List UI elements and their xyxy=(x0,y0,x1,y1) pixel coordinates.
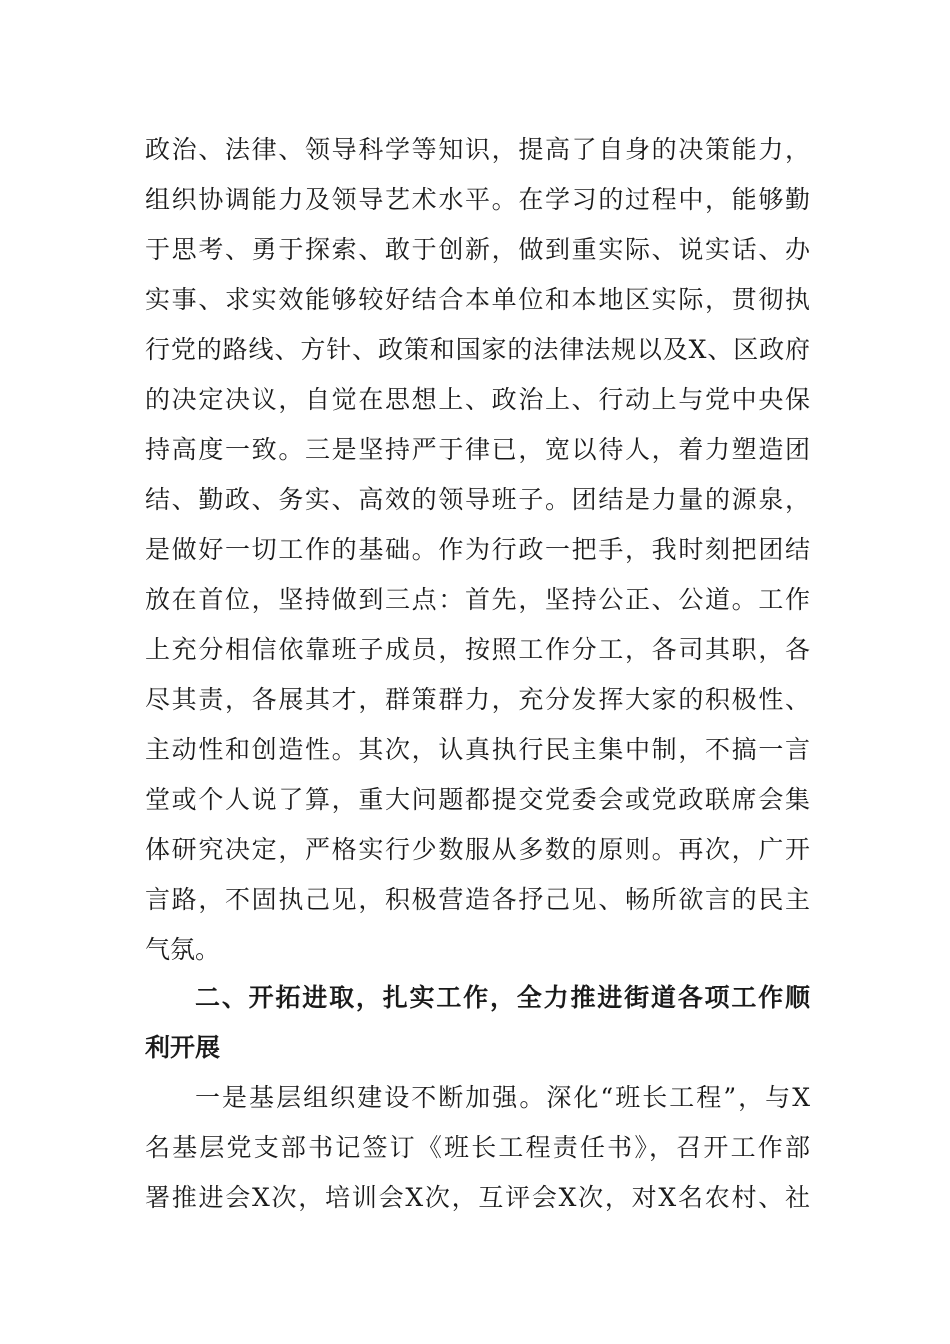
body-text-line: 结、勤政、务实、高效的领导班子。团结是力量的源泉， xyxy=(145,485,810,514)
body-text-line: 署推进会X次，培训会X次，互评会X次，对X名农村、社 xyxy=(145,1183,810,1212)
body-text-line: 主动性和创造性。其次，认真执行民主集中制，不搞一言 xyxy=(145,735,810,764)
body-text-line: 一是基层组织建设不断加强。深化“班长工程”，与X xyxy=(195,1083,810,1112)
body-text-line: 行党的路线、方针、政策和国家的法律法规以及X、区政府 xyxy=(145,335,810,364)
body-text-line: 的决定决议，自觉在思想上、政治上、行动上与党中央保 xyxy=(145,385,810,414)
body-text-line: 组织协调能力及领导艺术水平。在学习的过程中，能够勤 xyxy=(145,185,810,214)
body-text-line: 于思考、勇于探索、敢于创新，做到重实际、说实话、办 xyxy=(145,235,810,264)
body-text-line: 是做好一切工作的基础。作为行政一把手，我时刻把团结 xyxy=(145,535,810,564)
body-text-line: 气氛。 xyxy=(145,935,221,964)
body-text-line: 政治、法律、领导科学等知识，提高了自身的决策能力， xyxy=(145,135,810,164)
body-text-line: 实事、求实效能够较好结合本单位和本地区实际，贯彻执 xyxy=(145,285,810,314)
body-text-line: 名基层党支部书记签订《班长工程责任书》，召开工作部 xyxy=(145,1133,810,1162)
body-text-line: 堂或个人说了算，重大问题都提交党委会或党政联席会集 xyxy=(145,785,810,814)
body-text-line: 体研究决定，严格实行少数服从多数的原则。再次，广开 xyxy=(145,835,810,864)
section-heading: 二、开拓进取，扎实工作，全力推进街道各项工作顺 xyxy=(195,983,810,1012)
body-text-line: 言路，不固执己见，积极营造各抒己见、畅所欲言的民主 xyxy=(145,885,810,914)
body-text-line: 放在首位，坚持做到三点：首先，坚持公正、公道。工作 xyxy=(145,585,810,614)
body-text-line: 尽其责，各展其才，群策群力，充分发挥大家的积极性、 xyxy=(145,685,810,714)
section-heading-continued: 利开展 xyxy=(145,1033,221,1062)
body-text-line: 持高度一致。三是坚持严于律已，宽以待人，着力塑造团 xyxy=(145,435,810,464)
body-text-line: 上充分相信依靠班子成员，按照工作分工，各司其职，各 xyxy=(145,635,810,664)
